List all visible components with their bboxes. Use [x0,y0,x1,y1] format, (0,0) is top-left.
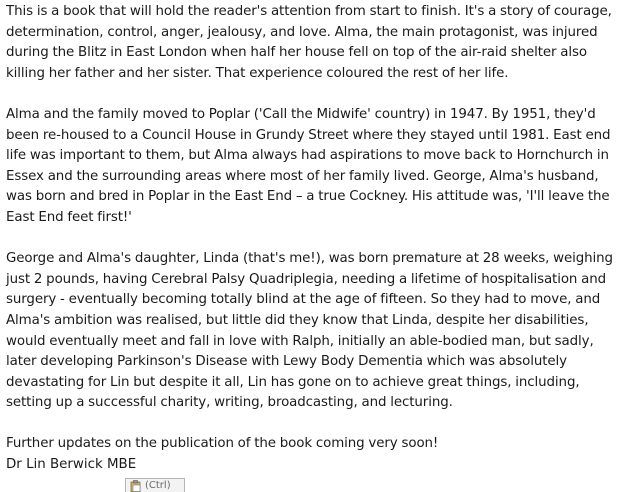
author-signature: Dr Lin Berwick MBE [6,457,137,472]
document-body [6,2,618,455]
clipboard-icon [130,480,141,492]
paragraph-poplar: Alma and the family moved to Poplar ('Call the Midwife' country) in 1947. By 1951, they'd been re-housed to a Council House in Grundy Street where they stayed until 1981. East end life was important to them, but Alma always had aspirations to move back to Hornchurch in Essex and the surrounding areas where most of her family lived. George, Alma's husband, was born and bred in Poplar in the East End – a true Cockney. His attitude was, 'I'll leave the East End feet first!' [6,106,611,225]
paste-options-button[interactable] [125,478,185,492]
paragraph-intro: This is a book that will hold the reader's attention from start to finish. It's a story of courage, determination, control, anger, jealousy, and love. Alma, the main protagonist, was injured during the Blitz in East London when half her house fell on top of the air-raid shelter also killing her father and her sister. That experience coloured the rest of her life. [6,4,612,81]
paragraph-linda: George and Alma's daughter, Linda (that's me!), was born premature at 28 weeks, weighing just 2 pounds, having Cerebral Palsy Quadriplegia, needing a lifetime of hospitalisation and surgery - eventually becoming totally blind at the age of fifteen. So they had to move, and Alma's ambition was realised, but little did they know that Linda, despite her disabilities, would eventually meet and fall in love with Ralph, initially an able-bodied man, but sadly, later developing Parkinson's Disease with Lewy Body Dementia which was absolutely devastating for Lin but despite it all, Lin has gone on to achieve great things, including, setting up a successful charity, writing, broadcasting, and lecturing. [6,251,613,411]
paragraph-updates: Further updates on the publication of the book coming very soon! [6,436,439,452]
paste-options-label: (Ctrl) [145,480,171,491]
